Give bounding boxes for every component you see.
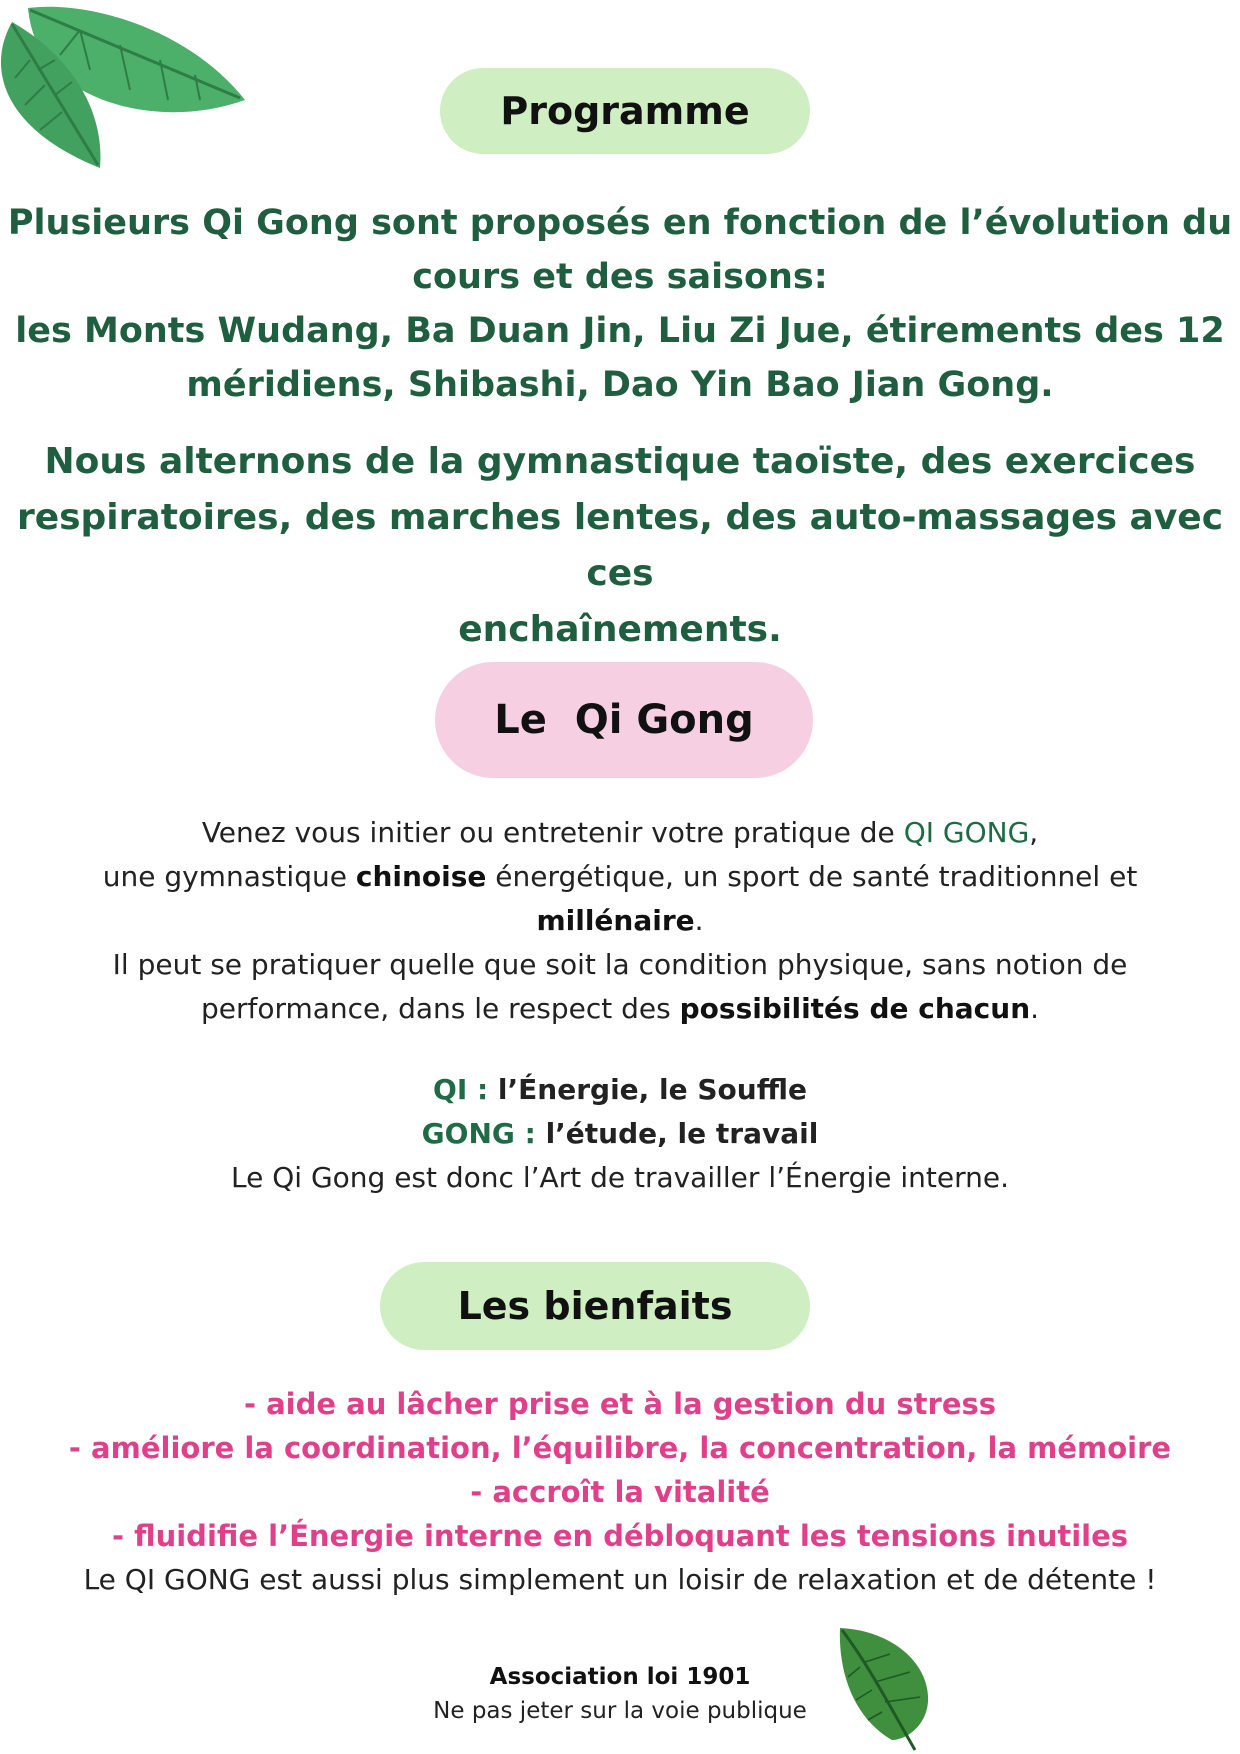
bold-word: possibilités de chacun [679,992,1031,1025]
bienfaits-closing: Le QI GONG est aussi plus simplement un loisir de relaxation et de détente ! [83,1563,1157,1596]
list-item: - accroît la vitalité [470,1475,770,1509]
definition-gong [0,1112,1240,1156]
text-line [0,899,1240,943]
text-line: méridiens, Shibashi, Dao Yin Bao Jian Gong. [186,365,1054,405]
definition-term: GONG : [421,1117,536,1150]
text-line: respiratoires, des marches lentes, des auto-massages avec ces [16,497,1224,594]
qigong-description [0,811,1240,1031]
footer [410,1660,830,1728]
definition-term: QI : [433,1073,489,1106]
qigong-title: Le Qi Gong [494,697,754,743]
text-span: performance, dans le respect des [200,992,680,1025]
bold-word: chinoise [355,860,487,893]
definition-text: l’Énergie, le Souffle [488,1073,807,1106]
qigong-title-pill [435,662,813,778]
text-line: Il peut se pratiquer quelle que soit la condition physique, sans notion de [112,948,1128,981]
text-line: les Monts Wudang, Ba Duan Jin, Liu Zi Jue, étirements des 12 [15,311,1225,351]
text-span: . [694,904,704,937]
text-line [0,987,1240,1031]
text-span: une gymnastique [102,860,356,893]
leaves-illustration [0,0,260,175]
bienfaits-title-pill [380,1262,810,1350]
list-item: - aide au lâcher prise et à la gestion du stress [243,1387,997,1421]
text-span: , [1029,816,1039,849]
programme-paragraph-2 [0,434,1240,658]
bienfaits-title: Les bienfaits [457,1284,733,1328]
definition-text: l’étude, le travail [535,1117,819,1150]
qigong-keyword: QI GONG [903,816,1030,849]
bold-word: millénaire [536,904,695,937]
programme-title: Programme [500,89,750,133]
list-item: - améliore la coordination, l’équilibre, la concentration, la mémoire [68,1431,1172,1465]
programme-paragraph-1 [0,196,1240,412]
list-item: - fluidifie l’Énergie interne en débloquant les tensions inutiles [111,1519,1129,1553]
text-line [0,855,1240,899]
text-line: enchaînements. [458,609,782,650]
text-span: énergétique, un sport de santé traditionnel et [486,860,1138,893]
bienfaits-list [0,1382,1240,1602]
text-span: . [1030,992,1040,1025]
programme-title-pill [440,68,810,154]
text-line [0,811,1240,855]
text-line: Nous alternons de la gymnastique taoïste, des exercices [44,441,1196,482]
disposal-notice: Ne pas jeter sur la voie publique [433,1698,807,1724]
qigong-conclusion: Le Qi Gong est donc l’Art de travailler l’Énergie interne. [231,1161,1009,1194]
definition-qi [0,1068,1240,1112]
text-span: Venez vous initier ou entretenir votre pratique de [201,816,904,849]
qigong-definitions [0,1068,1240,1200]
text-line: cours et des saisons: [412,257,828,297]
text-line: Plusieurs Qi Gong sont proposés en fonction de l’évolution du [7,203,1233,243]
association-label: Association loi 1901 [489,1664,751,1690]
leaf-illustration [830,1622,940,1752]
